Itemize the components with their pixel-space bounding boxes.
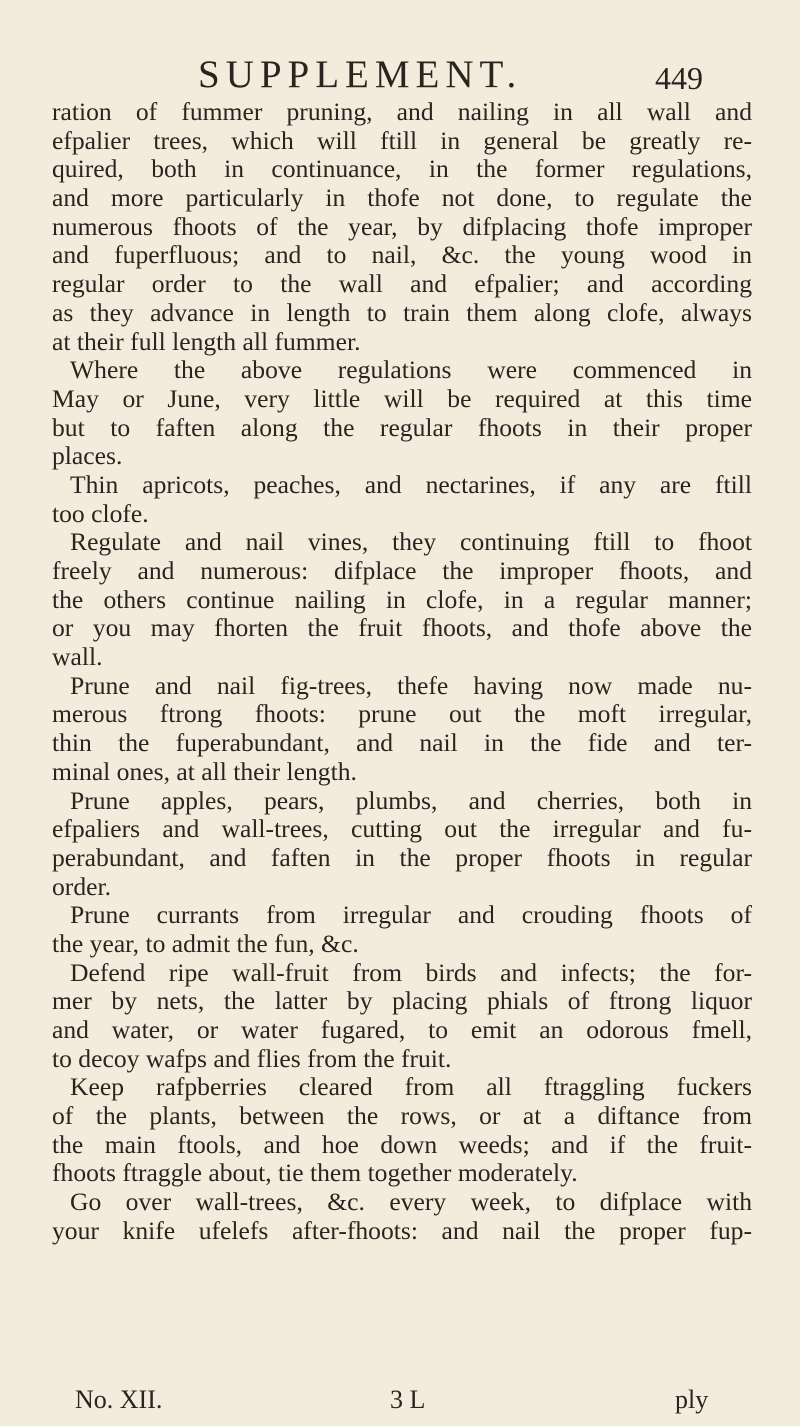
text-line: Defend ripe wall-fruit from birds and infects; the for- <box>70 957 752 987</box>
text-line: merous ftrong fhoots: prune out the moft irregular, <box>52 699 752 729</box>
text-line: and more particularly in thofe not done, to regulate the <box>52 183 752 213</box>
text-line: the year, to admit the fun, &c. <box>52 928 359 958</box>
text-line: Thin apricots, peaches, and nectarines, if any are ftill <box>70 469 752 499</box>
text-line: order. <box>52 871 111 901</box>
text-line: thin the fuperabundant, and nail in the fide and ter- <box>52 728 752 758</box>
text-line: and fuperfluous; and to nail, &c. the young wood in <box>52 240 752 270</box>
signature-mark: 3 L <box>390 1385 426 1414</box>
text-line: or you may fhorten the fruit fhoots, and thofe above the <box>52 613 752 643</box>
catchword: ply <box>675 1385 709 1414</box>
text-line: Regulate and nail vines, they continuing ftill to fhoot <box>70 527 752 557</box>
text-line: at their full length all fummer. <box>52 326 361 356</box>
text-line: Go over wall-trees, &c. every week, to difplace with <box>70 1187 752 1217</box>
text-line: of the plants, between the rows, or at a diftance from <box>52 1101 752 1131</box>
text-line: efpaliers and wall-trees, cutting out the irregular and fu- <box>52 814 752 844</box>
text-line: efpalier trees, which will ftill in general be greatly re- <box>52 125 752 155</box>
text-line: regular order to the wall and efpalier; and according <box>52 269 752 299</box>
text-line: freely and numerous: difplace the improper fhoots, and <box>52 556 752 585</box>
text-line: Prune and nail fig-trees, thefe having now made nu- <box>70 670 752 700</box>
body-text <box>52 98 752 1246</box>
text-line: your knife ufelefs after-fhoots: and nail the proper fup- <box>52 1215 752 1245</box>
text-line: fhoots ftraggle about, tie them together moderately. <box>52 1158 578 1188</box>
text-line: places. <box>52 441 123 471</box>
text-line: May or June, very little will be required at this time <box>52 383 752 413</box>
text-line: the main ftools, and hoe down weeds; and if the fruit- <box>52 1129 752 1159</box>
text-line: quired, both in continuance, in the former regulations, <box>52 154 752 184</box>
issue-number: No. XII. <box>75 1385 163 1414</box>
text-line: to decoy wafps and flies from the fruit. <box>52 1043 452 1073</box>
text-line: Keep rafpberries cleared from all ftraggling fuckers <box>70 1072 752 1102</box>
text-line: and water, or water fugared, to emit an odorous fmell, <box>52 1015 752 1044</box>
running-head: SUPPLEMENT. <box>198 53 523 96</box>
text-line: perabundant, and faften in the proper fhoots in regular <box>52 842 752 872</box>
text-line: Prune apples, pears, plumbs, and cherries, both in <box>70 785 752 815</box>
text-line: as they advance in length to train them along clofe, always <box>52 297 752 327</box>
text-line: the others continue nailing in clofe, in a regular manner; <box>52 584 752 614</box>
page-number: 449 <box>655 60 703 96</box>
text-line: but to faften along the regular fhoots in their proper <box>52 412 752 442</box>
text-line: minal ones, at all their length. <box>52 756 357 786</box>
text-line: mer by nets, the latter by placing phials of ftrong liquor <box>52 986 752 1016</box>
page-footer <box>75 1385 755 1419</box>
text-line: wall. <box>52 642 103 672</box>
text-line: too clofe. <box>52 498 149 528</box>
text-line: Prune currants from irregular and crouding fhoots of <box>70 900 752 930</box>
text-line: Where the above regulations were commenced in <box>70 355 752 385</box>
text-line: numerous fhoots of the year, by difplacing thofe improper <box>52 211 752 241</box>
text-line: ration of fummer pruning, and nailing in all wall and <box>52 97 752 126</box>
